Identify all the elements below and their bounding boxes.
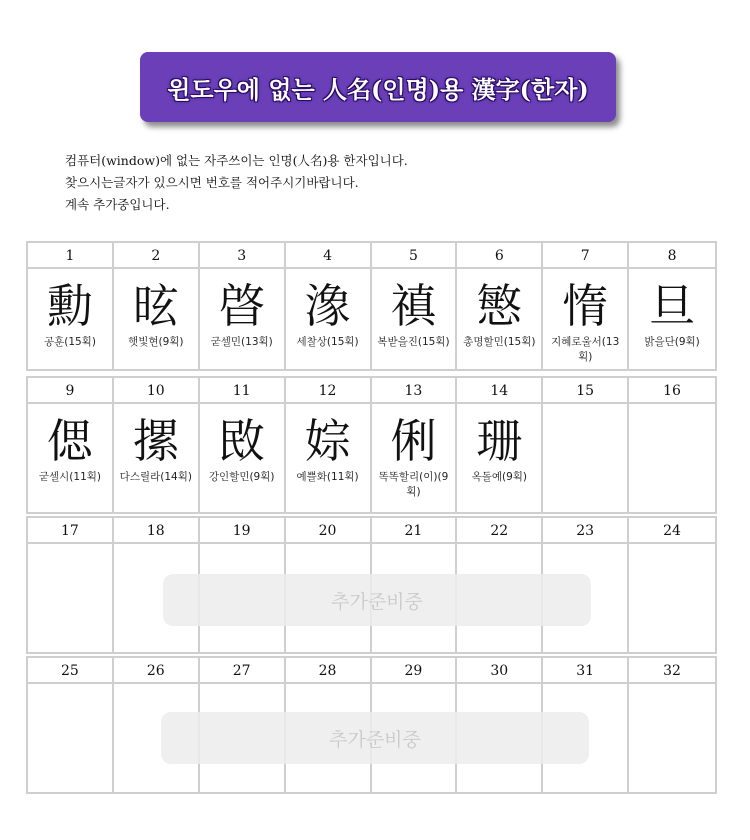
cell-number: 29	[372, 658, 458, 684]
cell-number: 23	[543, 518, 629, 544]
hanja-table-row-2	[26, 376, 717, 514]
intro-line: 찾으시는글자가 있으시면 번호를 적어주시기바랍니다.	[65, 175, 359, 190]
cell-number: 17	[28, 518, 114, 544]
hanja-reading: 다스릴라(14획)	[119, 471, 192, 483]
hanja-cell	[543, 404, 629, 512]
cell-number: 18	[114, 518, 200, 544]
hanja-cell	[114, 404, 200, 512]
hanja-character: 潒	[304, 279, 351, 333]
page-title: 윈도우에 없는 人名(인명)용 漢字(한자)	[167, 74, 589, 104]
intro-line: 컴퓨터(window)에 없는 자주쓰이는 인명(人名)용 한자입니다.	[65, 153, 408, 168]
cell-number: 30	[457, 658, 543, 684]
intro-line: 계속 추가중입니다.	[65, 197, 170, 212]
hanja-character: 旦	[649, 279, 696, 333]
hanja-cell	[28, 404, 114, 512]
hanja-reading: 지혜로울서(13획)	[551, 336, 620, 363]
cell-number: 14	[457, 378, 543, 404]
pending-overlay: 추가준비중	[163, 574, 591, 626]
hanja-character: 婃	[304, 414, 351, 468]
hanja-cell	[629, 684, 715, 792]
hanja-character: 俐	[390, 414, 437, 468]
hanja-cell	[114, 269, 200, 369]
hanja-cell	[28, 269, 114, 369]
cell-number: 22	[457, 518, 543, 544]
cell-number: 15	[543, 378, 629, 404]
hanja-character: 惰	[562, 279, 609, 333]
pending-overlay: 추가준비중	[161, 712, 589, 764]
cell-number: 8	[629, 243, 715, 269]
hanja-reading: 똑똑할리(이)(9획)	[378, 471, 449, 498]
cell-number: 5	[372, 243, 458, 269]
hanja-cell	[457, 404, 543, 512]
hanja-reading: 강인할민(9획)	[208, 471, 275, 483]
hanja-character: 偲	[46, 414, 93, 468]
hanja-reading: 총명할민(15획)	[463, 336, 536, 348]
hanja-cell	[629, 269, 715, 369]
hanja-character: 珊	[476, 414, 523, 468]
title-banner	[140, 52, 616, 122]
hanja-cell	[372, 404, 458, 512]
cell-number: 9	[28, 378, 114, 404]
cell-number: 25	[28, 658, 114, 684]
hanja-cell	[629, 404, 715, 512]
cell-number: 16	[629, 378, 715, 404]
hanja-cell	[543, 269, 629, 369]
cell-number: 11	[200, 378, 286, 404]
cell-number: 6	[457, 243, 543, 269]
cell-number: 32	[629, 658, 715, 684]
cell-number: 31	[543, 658, 629, 684]
cell-number: 19	[200, 518, 286, 544]
cell-number: 27	[200, 658, 286, 684]
hanja-character: 敃	[218, 414, 265, 468]
hanja-cell	[28, 684, 114, 792]
hanja-table-row-1	[26, 241, 717, 371]
cell-number: 4	[286, 243, 372, 269]
hanja-character: 慜	[476, 279, 523, 333]
hanja-character: 晵	[218, 279, 265, 333]
hanja-reading: 예쁠화(11획)	[296, 471, 359, 483]
cell-number: 7	[543, 243, 629, 269]
hanja-reading: 세찰상(15획)	[296, 336, 359, 348]
cell-number: 10	[114, 378, 200, 404]
hanja-reading: 굳셀시(11획)	[38, 471, 101, 483]
hanja-cell	[286, 269, 372, 369]
hanja-reading: 옥돌예(9획)	[471, 471, 528, 483]
cell-number: 12	[286, 378, 372, 404]
hanja-character: 昡	[132, 279, 179, 333]
cell-number: 3	[200, 243, 286, 269]
hanja-cell	[28, 544, 114, 652]
hanja-cell	[372, 269, 458, 369]
cell-number: 2	[114, 243, 200, 269]
cell-number: 28	[286, 658, 372, 684]
cell-number: 21	[372, 518, 458, 544]
cell-number: 13	[372, 378, 458, 404]
hanja-reading: 굳셀민(13획)	[210, 336, 273, 348]
hanja-cell	[629, 544, 715, 652]
hanja-character: 勳	[46, 279, 93, 333]
hanja-reading: 공훈(15획)	[43, 336, 96, 348]
cell-number: 20	[286, 518, 372, 544]
intro-text	[65, 150, 408, 216]
hanja-cell	[286, 404, 372, 512]
hanja-cell	[200, 404, 286, 512]
cell-number: 1	[28, 243, 114, 269]
hanja-reading: 밝을단(9획)	[644, 336, 700, 348]
hanja-cell	[457, 269, 543, 369]
hanja-character: 摞	[132, 414, 179, 468]
hanja-character: 禛	[390, 279, 437, 333]
hanja-reading: 복받을진(15획)	[377, 336, 450, 348]
cell-number: 24	[629, 518, 715, 544]
cell-number: 26	[114, 658, 200, 684]
hanja-reading: 햇빛현(9획)	[128, 336, 184, 348]
hanja-cell	[200, 269, 286, 369]
